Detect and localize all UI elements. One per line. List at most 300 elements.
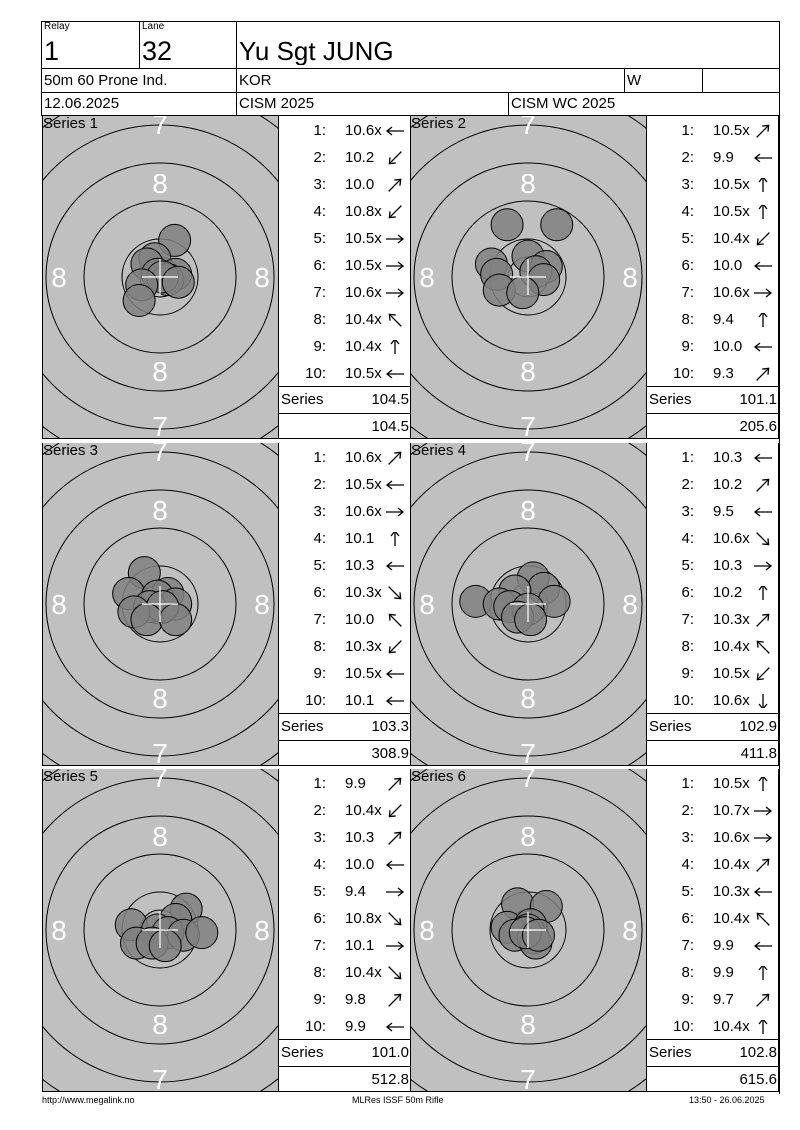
shot-score: 10.6x <box>345 122 382 139</box>
shot-row <box>279 770 411 797</box>
ring-number: 7 <box>520 443 536 467</box>
shot-score: 10.4x <box>345 802 382 819</box>
direction-arrow-icon <box>751 667 775 681</box>
shot-number: 6: <box>681 257 694 274</box>
shot-number: 3: <box>313 176 326 193</box>
target-panel <box>411 443 646 765</box>
series-total-row <box>647 1039 779 1066</box>
shot-score: 9.9 <box>713 149 734 166</box>
direction-arrow-icon <box>383 586 407 600</box>
shot-score: 10.4x <box>713 910 750 927</box>
cumulative-total-value: 205.6 <box>739 418 777 435</box>
shot-row <box>647 333 779 360</box>
cumulative-total-row <box>647 740 779 767</box>
shot-score: 10.6x <box>713 692 750 709</box>
shot-number: 7: <box>313 611 326 628</box>
shot-number: 1: <box>313 122 326 139</box>
shot-row <box>279 498 411 525</box>
direction-arrow-icon <box>383 640 407 654</box>
direction-arrow-icon <box>383 505 407 519</box>
direction-arrow-icon <box>383 912 407 926</box>
shot-score: 9.4 <box>345 883 366 900</box>
shot-number: 2: <box>313 802 326 819</box>
shot-score: 10.0 <box>345 611 375 628</box>
shot-number: 5: <box>313 230 326 247</box>
shot-hit <box>507 277 539 309</box>
shot-number: 8: <box>313 311 326 328</box>
shot-number: 4: <box>681 530 694 547</box>
ring-number: 8 <box>51 915 67 946</box>
shot-hit <box>149 930 181 962</box>
shot-score: 10.4x <box>713 638 750 655</box>
shot-score: 10.4x <box>345 338 382 355</box>
shot-row <box>647 171 779 198</box>
shot-number: 10: <box>305 365 326 382</box>
shot-score: 10.2 <box>713 476 743 493</box>
ring-number: 8 <box>152 168 168 199</box>
direction-arrow-icon <box>751 259 775 273</box>
shot-row <box>647 770 779 797</box>
shot-row <box>279 905 411 932</box>
direction-arrow-icon <box>751 613 775 627</box>
shot-hit <box>541 209 573 241</box>
cumulative-total-value: 411.8 <box>740 745 777 762</box>
direction-arrow-icon <box>383 939 407 953</box>
shot-row <box>279 797 411 824</box>
ring-number: 8 <box>520 821 536 852</box>
shot-score: 10.2 <box>345 149 375 166</box>
direction-arrow-icon <box>383 1020 407 1034</box>
direction-arrow-icon <box>383 559 407 573</box>
shot-row <box>647 633 779 660</box>
shot-number: 5: <box>681 230 694 247</box>
shot-score: 10.6x <box>345 503 382 520</box>
shot-number: 3: <box>681 829 694 846</box>
shot-row <box>279 198 411 225</box>
shot-hit <box>522 919 554 951</box>
shot-row <box>279 117 411 144</box>
shot-number: 6: <box>313 257 326 274</box>
direction-arrow-icon <box>383 259 407 273</box>
cumulative-total-row <box>647 1066 779 1093</box>
shot-score: 10.0 <box>713 338 743 355</box>
ring-number: 8 <box>152 821 168 852</box>
shot-row <box>647 959 779 986</box>
ring-number: 7 <box>152 443 168 467</box>
shot-number: 9: <box>681 991 694 1008</box>
shot-score: 10.4x <box>345 964 382 981</box>
shot-row <box>279 606 411 633</box>
direction-arrow-icon <box>751 640 775 654</box>
direction-arrow-icon <box>751 694 775 708</box>
shot-row <box>647 552 779 579</box>
direction-arrow-icon <box>751 451 775 465</box>
target-panel <box>43 769 278 1091</box>
shot-row <box>647 660 779 687</box>
ring-number: 8 <box>419 262 435 293</box>
shot-row <box>647 579 779 606</box>
series-total-row <box>279 386 411 413</box>
direction-arrow-icon <box>751 966 775 980</box>
shot-row <box>279 333 411 360</box>
shot-score: 10.6x <box>713 530 750 547</box>
direction-arrow-icon <box>383 478 407 492</box>
shot-list <box>279 116 411 438</box>
direction-arrow-icon <box>751 777 775 791</box>
shot-number: 9: <box>681 338 694 355</box>
direction-arrow-icon <box>383 313 407 327</box>
shot-score: 9.9 <box>713 964 734 981</box>
shot-row <box>279 471 411 498</box>
direction-arrow-icon <box>383 178 407 192</box>
lane-label: Lane <box>142 21 165 32</box>
shot-row <box>279 279 411 306</box>
shot-score: 10.8x <box>345 203 382 220</box>
shot-row <box>647 986 779 1013</box>
shot-score: 10.5x <box>345 257 382 274</box>
footer-url: http://www.megalink.no <box>42 1095 135 1105</box>
footer-software: MLRes ISSF 50m Rifle <box>352 1095 444 1105</box>
ring-number: 8 <box>520 683 536 714</box>
shot-score: 10.3 <box>713 449 743 466</box>
shot-score: 10.5x <box>713 122 750 139</box>
shot-number: 8: <box>681 638 694 655</box>
direction-arrow-icon <box>383 831 407 845</box>
competition-name: CISM 2025 <box>239 95 315 112</box>
shot-row <box>647 1013 779 1040</box>
series-title: Series 2 <box>411 116 467 132</box>
shot-hit <box>123 285 155 317</box>
direction-arrow-icon <box>751 124 775 138</box>
direction-arrow-icon <box>751 151 775 165</box>
shot-number: 1: <box>681 449 694 466</box>
direction-arrow-icon <box>751 804 775 818</box>
shot-number: 7: <box>313 937 326 954</box>
shot-row <box>647 525 779 552</box>
shot-number: 7: <box>681 937 694 954</box>
direction-arrow-icon <box>751 559 775 573</box>
target-face <box>411 769 646 1091</box>
cumulative-total-row <box>647 413 779 440</box>
direction-arrow-icon <box>751 1020 775 1034</box>
shot-score: 10.0 <box>713 257 743 274</box>
shot-number: 5: <box>313 883 326 900</box>
shot-score: 10.4x <box>713 1018 750 1035</box>
ring-number: 8 <box>51 589 67 620</box>
shot-row <box>647 905 779 932</box>
shot-number: 8: <box>681 311 694 328</box>
shot-score: 10.6x <box>345 449 382 466</box>
shot-score: 10.1 <box>345 937 375 954</box>
shot-score: 10.3 <box>345 557 375 574</box>
shot-row <box>279 986 411 1013</box>
ring-number: 8 <box>520 356 536 387</box>
target-panel <box>43 443 278 765</box>
ring-number: 8 <box>254 589 270 620</box>
direction-arrow-icon <box>383 286 407 300</box>
ring-number: 8 <box>254 262 270 293</box>
shot-score: 10.3x <box>345 584 382 601</box>
direction-arrow-icon <box>383 205 407 219</box>
shot-row <box>279 687 411 714</box>
direction-arrow-icon <box>383 667 407 681</box>
target-panel <box>43 116 278 438</box>
shot-hit <box>515 604 547 636</box>
direction-arrow-icon <box>751 993 775 1007</box>
series-total-value: 101.0 <box>371 1044 409 1061</box>
shot-score: 9.3 <box>713 365 734 382</box>
shot-score: 10.3 <box>345 829 375 846</box>
shot-row <box>647 198 779 225</box>
shot-row <box>647 824 779 851</box>
direction-arrow-icon <box>751 505 775 519</box>
cumulative-total-value: 104.5 <box>371 418 409 435</box>
relay-value: 1 <box>44 38 60 65</box>
series-total-value: 104.5 <box>371 391 409 408</box>
shot-score: 9.9 <box>345 1018 366 1035</box>
series-total-label: Series <box>281 391 324 408</box>
shot-number: 2: <box>681 149 694 166</box>
ring-number: 7 <box>152 769 168 793</box>
series-total-value: 102.9 <box>739 718 777 735</box>
shot-score: 10.8x <box>345 910 382 927</box>
shot-score: 10.5x <box>345 665 382 682</box>
ring-number: 7 <box>520 769 536 793</box>
shot-number: 8: <box>681 964 694 981</box>
shot-row <box>647 932 779 959</box>
direction-arrow-icon <box>383 451 407 465</box>
series-title: Series 1 <box>43 116 99 132</box>
shot-number: 3: <box>313 829 326 846</box>
shot-number: 9: <box>313 665 326 682</box>
shot-number: 3: <box>681 176 694 193</box>
shot-number: 6: <box>681 584 694 601</box>
shot-row <box>647 687 779 714</box>
direction-arrow-icon <box>751 178 775 192</box>
direction-arrow-icon <box>383 532 407 546</box>
direction-arrow-icon <box>751 831 775 845</box>
shot-number: 7: <box>313 284 326 301</box>
shot-score: 10.3x <box>713 611 750 628</box>
shot-row <box>279 660 411 687</box>
shot-score: 9.4 <box>713 311 734 328</box>
shot-number: 9: <box>681 665 694 682</box>
shot-row <box>647 279 779 306</box>
ring-number: 8 <box>152 356 168 387</box>
ring-number: 7 <box>152 738 168 765</box>
shot-score: 10.3x <box>345 638 382 655</box>
shot-row <box>279 552 411 579</box>
series-total-value: 103.3 <box>371 718 409 735</box>
ring-number: 8 <box>520 495 536 526</box>
series-title: Series 6 <box>411 769 467 785</box>
shot-score: 10.5x <box>713 203 750 220</box>
ring-number: 8 <box>520 1009 536 1040</box>
shot-number: 4: <box>313 203 326 220</box>
shot-score: 10.7x <box>713 802 750 819</box>
direction-arrow-icon <box>383 858 407 872</box>
shot-number: 5: <box>313 557 326 574</box>
ring-number: 8 <box>152 683 168 714</box>
shot-number: 1: <box>681 122 694 139</box>
series-total-value: 101.1 <box>739 391 777 408</box>
shot-score: 9.9 <box>345 775 366 792</box>
shot-score: 10.5x <box>345 476 382 493</box>
shot-number: 5: <box>681 883 694 900</box>
ring-number: 8 <box>622 589 638 620</box>
direction-arrow-icon <box>383 885 407 899</box>
target-face <box>411 116 646 438</box>
shot-number: 2: <box>313 476 326 493</box>
shot-list <box>647 116 779 438</box>
series-title: Series 4 <box>411 443 467 459</box>
ring-number: 8 <box>419 589 435 620</box>
shot-score: 10.5x <box>713 176 750 193</box>
shot-number: 10: <box>673 365 694 382</box>
nation-code: KOR <box>239 72 272 89</box>
direction-arrow-icon <box>383 777 407 791</box>
shot-row <box>647 306 779 333</box>
shot-number: 1: <box>313 449 326 466</box>
cumulative-total-row <box>279 1066 411 1093</box>
shot-row <box>647 252 779 279</box>
shot-number: 10: <box>305 1018 326 1035</box>
shot-score: 10.6x <box>345 284 382 301</box>
shot-hit <box>160 604 192 636</box>
shot-number: 2: <box>681 476 694 493</box>
ring-number: 8 <box>254 915 270 946</box>
shot-row <box>647 444 779 471</box>
lane-value: 32 <box>142 38 173 65</box>
ring-number: 7 <box>520 411 536 438</box>
shot-number: 4: <box>313 856 326 873</box>
target-face <box>411 443 646 765</box>
shot-number: 1: <box>681 775 694 792</box>
ring-number: 7 <box>520 116 536 140</box>
shot-row <box>279 1013 411 1040</box>
shot-number: 8: <box>313 638 326 655</box>
target-face <box>43 116 278 438</box>
shot-hit <box>491 209 523 241</box>
shot-number: 9: <box>313 991 326 1008</box>
direction-arrow-icon <box>751 586 775 600</box>
ring-number: 8 <box>152 495 168 526</box>
target-face <box>43 443 278 765</box>
shot-row <box>279 633 411 660</box>
shot-list <box>279 443 411 765</box>
shot-hit <box>162 266 194 298</box>
series-total-label: Series <box>281 1044 324 1061</box>
shot-score: 10.6x <box>713 829 750 846</box>
cumulative-total-row <box>279 413 411 440</box>
shot-score: 9.5 <box>713 503 734 520</box>
direction-arrow-icon <box>751 858 775 872</box>
footer-timestamp: 13:50 - 26.06.2025 <box>689 1095 765 1105</box>
shot-row <box>279 144 411 171</box>
shot-row <box>279 824 411 851</box>
shot-number: 4: <box>681 203 694 220</box>
shot-number: 6: <box>313 910 326 927</box>
shot-row <box>279 360 411 387</box>
shot-row <box>647 851 779 878</box>
series-total-row <box>647 386 779 413</box>
direction-arrow-icon <box>383 966 407 980</box>
direction-arrow-icon <box>383 232 407 246</box>
shot-score: 10.2 <box>713 584 743 601</box>
cumulative-total-value: 615.6 <box>739 1071 777 1088</box>
shot-row <box>647 117 779 144</box>
shot-row <box>647 498 779 525</box>
shot-row <box>647 471 779 498</box>
shot-score: 10.6x <box>713 284 750 301</box>
shot-score: 10.0 <box>345 176 375 193</box>
ring-number: 8 <box>520 168 536 199</box>
shot-row <box>279 444 411 471</box>
target-panel <box>411 116 646 438</box>
shot-number: 9: <box>313 338 326 355</box>
shot-score: 10.4x <box>345 311 382 328</box>
shot-row <box>279 525 411 552</box>
shot-number: 5: <box>681 557 694 574</box>
shot-row <box>647 878 779 905</box>
shot-row <box>647 144 779 171</box>
ring-number: 8 <box>419 915 435 946</box>
series-total-row <box>279 1039 411 1066</box>
shot-score: 9.7 <box>713 991 734 1008</box>
shot-number: 2: <box>313 149 326 166</box>
direction-arrow-icon <box>751 232 775 246</box>
shot-number: 10: <box>673 1018 694 1035</box>
shot-row <box>279 225 411 252</box>
class-code: W <box>627 72 642 89</box>
shot-score: 10.4x <box>713 230 750 247</box>
ring-number: 8 <box>51 262 67 293</box>
direction-arrow-icon <box>383 993 407 1007</box>
direction-arrow-icon <box>751 478 775 492</box>
shot-list <box>647 443 779 765</box>
shot-score: 9.8 <box>345 991 366 1008</box>
ring-number: 8 <box>152 1009 168 1040</box>
shot-number: 3: <box>681 503 694 520</box>
shot-number: 6: <box>313 584 326 601</box>
ring-number: 7 <box>520 738 536 765</box>
shot-number: 8: <box>313 964 326 981</box>
direction-arrow-icon <box>751 939 775 953</box>
series-total-row <box>279 713 411 740</box>
shot-score: 10.0 <box>345 856 375 873</box>
direction-arrow-icon <box>383 613 407 627</box>
shot-score: 10.5x <box>713 775 750 792</box>
direction-arrow-icon <box>383 367 407 381</box>
shot-number: 4: <box>313 530 326 547</box>
shot-row <box>279 851 411 878</box>
cumulative-total-value: 308.9 <box>371 745 409 762</box>
shot-score: 10.5x <box>713 665 750 682</box>
direction-arrow-icon <box>751 912 775 926</box>
ring-number: 7 <box>520 1064 536 1091</box>
direction-arrow-icon <box>751 885 775 899</box>
ring-number: 7 <box>152 411 168 438</box>
series-title: Series 3 <box>43 443 99 459</box>
shot-row <box>647 606 779 633</box>
shot-row <box>279 932 411 959</box>
direction-arrow-icon <box>383 151 407 165</box>
shot-number: 3: <box>313 503 326 520</box>
target-panel <box>411 769 646 1091</box>
event-name: 50m 60 Prone Ind. <box>44 72 168 89</box>
shot-list <box>279 769 411 1091</box>
athlete-name: Yu Sgt JUNG <box>239 38 394 65</box>
